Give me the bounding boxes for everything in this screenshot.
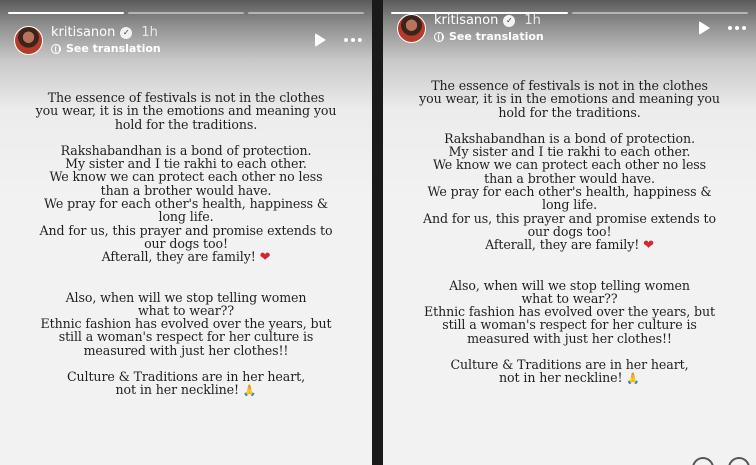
story-paragraph: Also, when will we stop telling women what to wear?? Ethnic fashion has evolved over the years, but still a woman's respect for her culture is measured with just her clothes!!: [40, 289, 332, 358]
see-translation-link[interactable]: [434, 30, 544, 43]
story-progress-bar: [8, 12, 364, 14]
story-paragraph: Culture & Traditions are in her heart, not in her neckline!: [67, 369, 305, 398]
story-paragraph: The essence of festivals is not in the clothes you wear, it is in the emotions and meaning you hold for the traditions.: [419, 78, 720, 120]
folded-hands-icon: 🙏: [242, 384, 257, 398]
story-paragraph: Rakshabandhan is a bond of protection. My sister and I tie rakhi to each other. We know we can protect each other no less than a brother would have. We pray for each other's health, happiness & long life. And for us, this prayer and promise extends to our dogs too!: [423, 130, 716, 239]
username[interactable]: kritisanon: [51, 25, 116, 40]
story-paragraph: Afterall, they are family!: [485, 237, 640, 253]
globe-icon: [434, 32, 444, 42]
story-paragraph: Afterall, they are family!: [101, 249, 256, 265]
reaction-icon[interactable]: [692, 457, 714, 465]
user-info: [434, 13, 544, 43]
play-icon[interactable]: [315, 33, 326, 47]
post-time: 1h: [524, 13, 541, 28]
avatar[interactable]: [14, 26, 43, 55]
progress-segment: [8, 12, 124, 14]
footer-icons: [692, 457, 750, 465]
username[interactable]: kritisanon: [434, 13, 499, 28]
story-header: [14, 24, 362, 56]
send-icon[interactable]: [728, 457, 750, 465]
heart-icon: ❤: [259, 250, 271, 266]
progress-segment: [248, 12, 364, 14]
user-info: [51, 25, 161, 55]
see-translation-label: See translation: [66, 42, 161, 55]
verified-badge-icon: ✓: [503, 15, 515, 27]
panel-divider: [372, 0, 383, 465]
story-paragraph: Culture & Traditions are in her heart, not in her neckline!: [450, 357, 689, 386]
progress-segment: [128, 12, 244, 14]
verified-badge-icon: ✓: [120, 27, 132, 39]
story-paragraph: The essence of festivals is not in the clothes you wear, it is in the emotions and meaning you hold for the traditions.: [35, 90, 337, 132]
story-text: [383, 79, 756, 386]
post-time: 1h: [141, 25, 158, 40]
more-options-icon[interactable]: [344, 38, 362, 42]
play-icon[interactable]: [699, 21, 710, 35]
story-paragraph: Rakshabandhan is a bond of protection. My sister and I tie rakhi to each other. We know we can protect each other no less than a brother would have. We pray for each other's health, happiness & long life. And for us, this prayer and promise extends to our dogs too!: [39, 142, 333, 251]
story-panel-left[interactable]: [0, 0, 372, 465]
heart-icon: ❤: [643, 238, 654, 254]
story-paragraph: Also, when will we stop telling women what to wear?? Ethnic fashion has evolved over the years, but still a woman's respect for her culture is measured with just her clothes!!: [424, 277, 715, 346]
see-translation-label: See translation: [449, 30, 544, 43]
story-panel-right[interactable]: [383, 0, 756, 465]
more-options-icon[interactable]: [728, 26, 746, 30]
globe-icon: [51, 44, 61, 54]
story-header: [397, 12, 746, 44]
folded-hands-icon: 🙏: [626, 372, 640, 386]
story-text: [0, 91, 372, 398]
avatar[interactable]: [397, 14, 426, 43]
see-translation-link[interactable]: [51, 42, 161, 55]
